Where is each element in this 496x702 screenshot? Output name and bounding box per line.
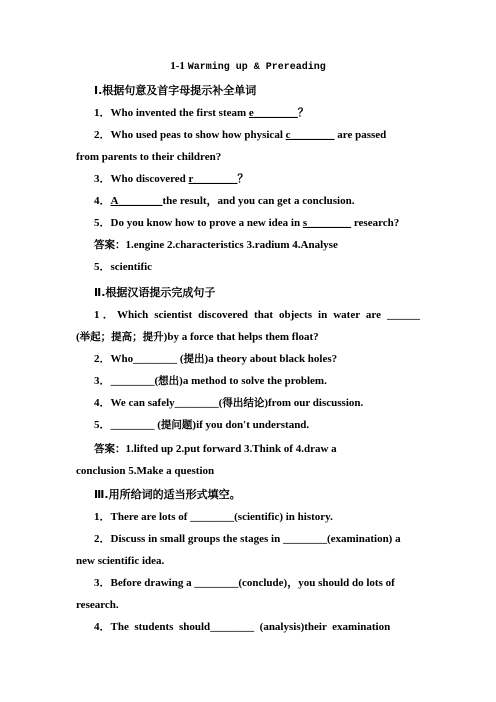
section-heading-2: Ⅱ.根据汉语提示完成句子 [94, 286, 216, 299]
question-1-4: 4．A________the result，and you can get a conclusion. [94, 195, 355, 207]
question-1-2: 2．Who used peas to show how physical c________ are passed [94, 129, 387, 141]
question-2-3: 3．________(想出)a method to solve the problem. [94, 375, 327, 387]
question-3-3: 3．Before drawing a ________(conclude)，you should do lots of [94, 577, 395, 589]
answer-1-cont: 5．scientific [94, 261, 153, 273]
question-1-1: 1．Who invented the first steam e________？ [94, 107, 309, 119]
question-1-3: 3．Who discovered r________？ [94, 173, 249, 185]
answer-2: 答案：1.lifted up 2.put forward 3.Think of 4.draw a [94, 443, 337, 455]
section-heading-3: Ⅲ.用所给词的适当形式填空。 [94, 488, 241, 501]
answer-2-cont: conclusion 5.Make a question [76, 465, 215, 477]
question-3-4: 4．The students should________ (analysis)their examination [94, 621, 391, 633]
question-3-2: 2．Discuss in small groups the stages in ________(examination) a [94, 533, 401, 545]
question-3-3-cont: research. [76, 599, 119, 611]
question-2-5: 5．________ (提问题)if you don't understand. [94, 419, 310, 431]
question-1-5: 5．Do you know how to prove a new idea in s________ research? [94, 217, 400, 229]
question-2-4: 4．We can safely________(得出结论)from our discussion. [94, 397, 364, 409]
answer-1: 答案：1.engine 2.characteristics 3.radium 4.Analyse [94, 239, 338, 251]
question-2-1-cont: (举起；提高；提升)by a force that helps them float? [76, 331, 319, 343]
question-2-2: 2．Who________ (提出)a theory about black holes? [94, 353, 338, 365]
question-2-1: 1．Which scientist discovered that objects in water are ______ [94, 309, 420, 321]
section-heading-1: Ⅰ.根据句意及首字母提示补全单词 [94, 84, 257, 97]
question-3-1: 1．There are lots of ________(scientific) in history. [94, 511, 333, 523]
page-title: 1-1 Warming up & Prereading [170, 60, 326, 73]
question-3-2-cont: new scientific idea. [76, 555, 165, 567]
question-1-2-cont: from parents to their children? [76, 151, 222, 163]
